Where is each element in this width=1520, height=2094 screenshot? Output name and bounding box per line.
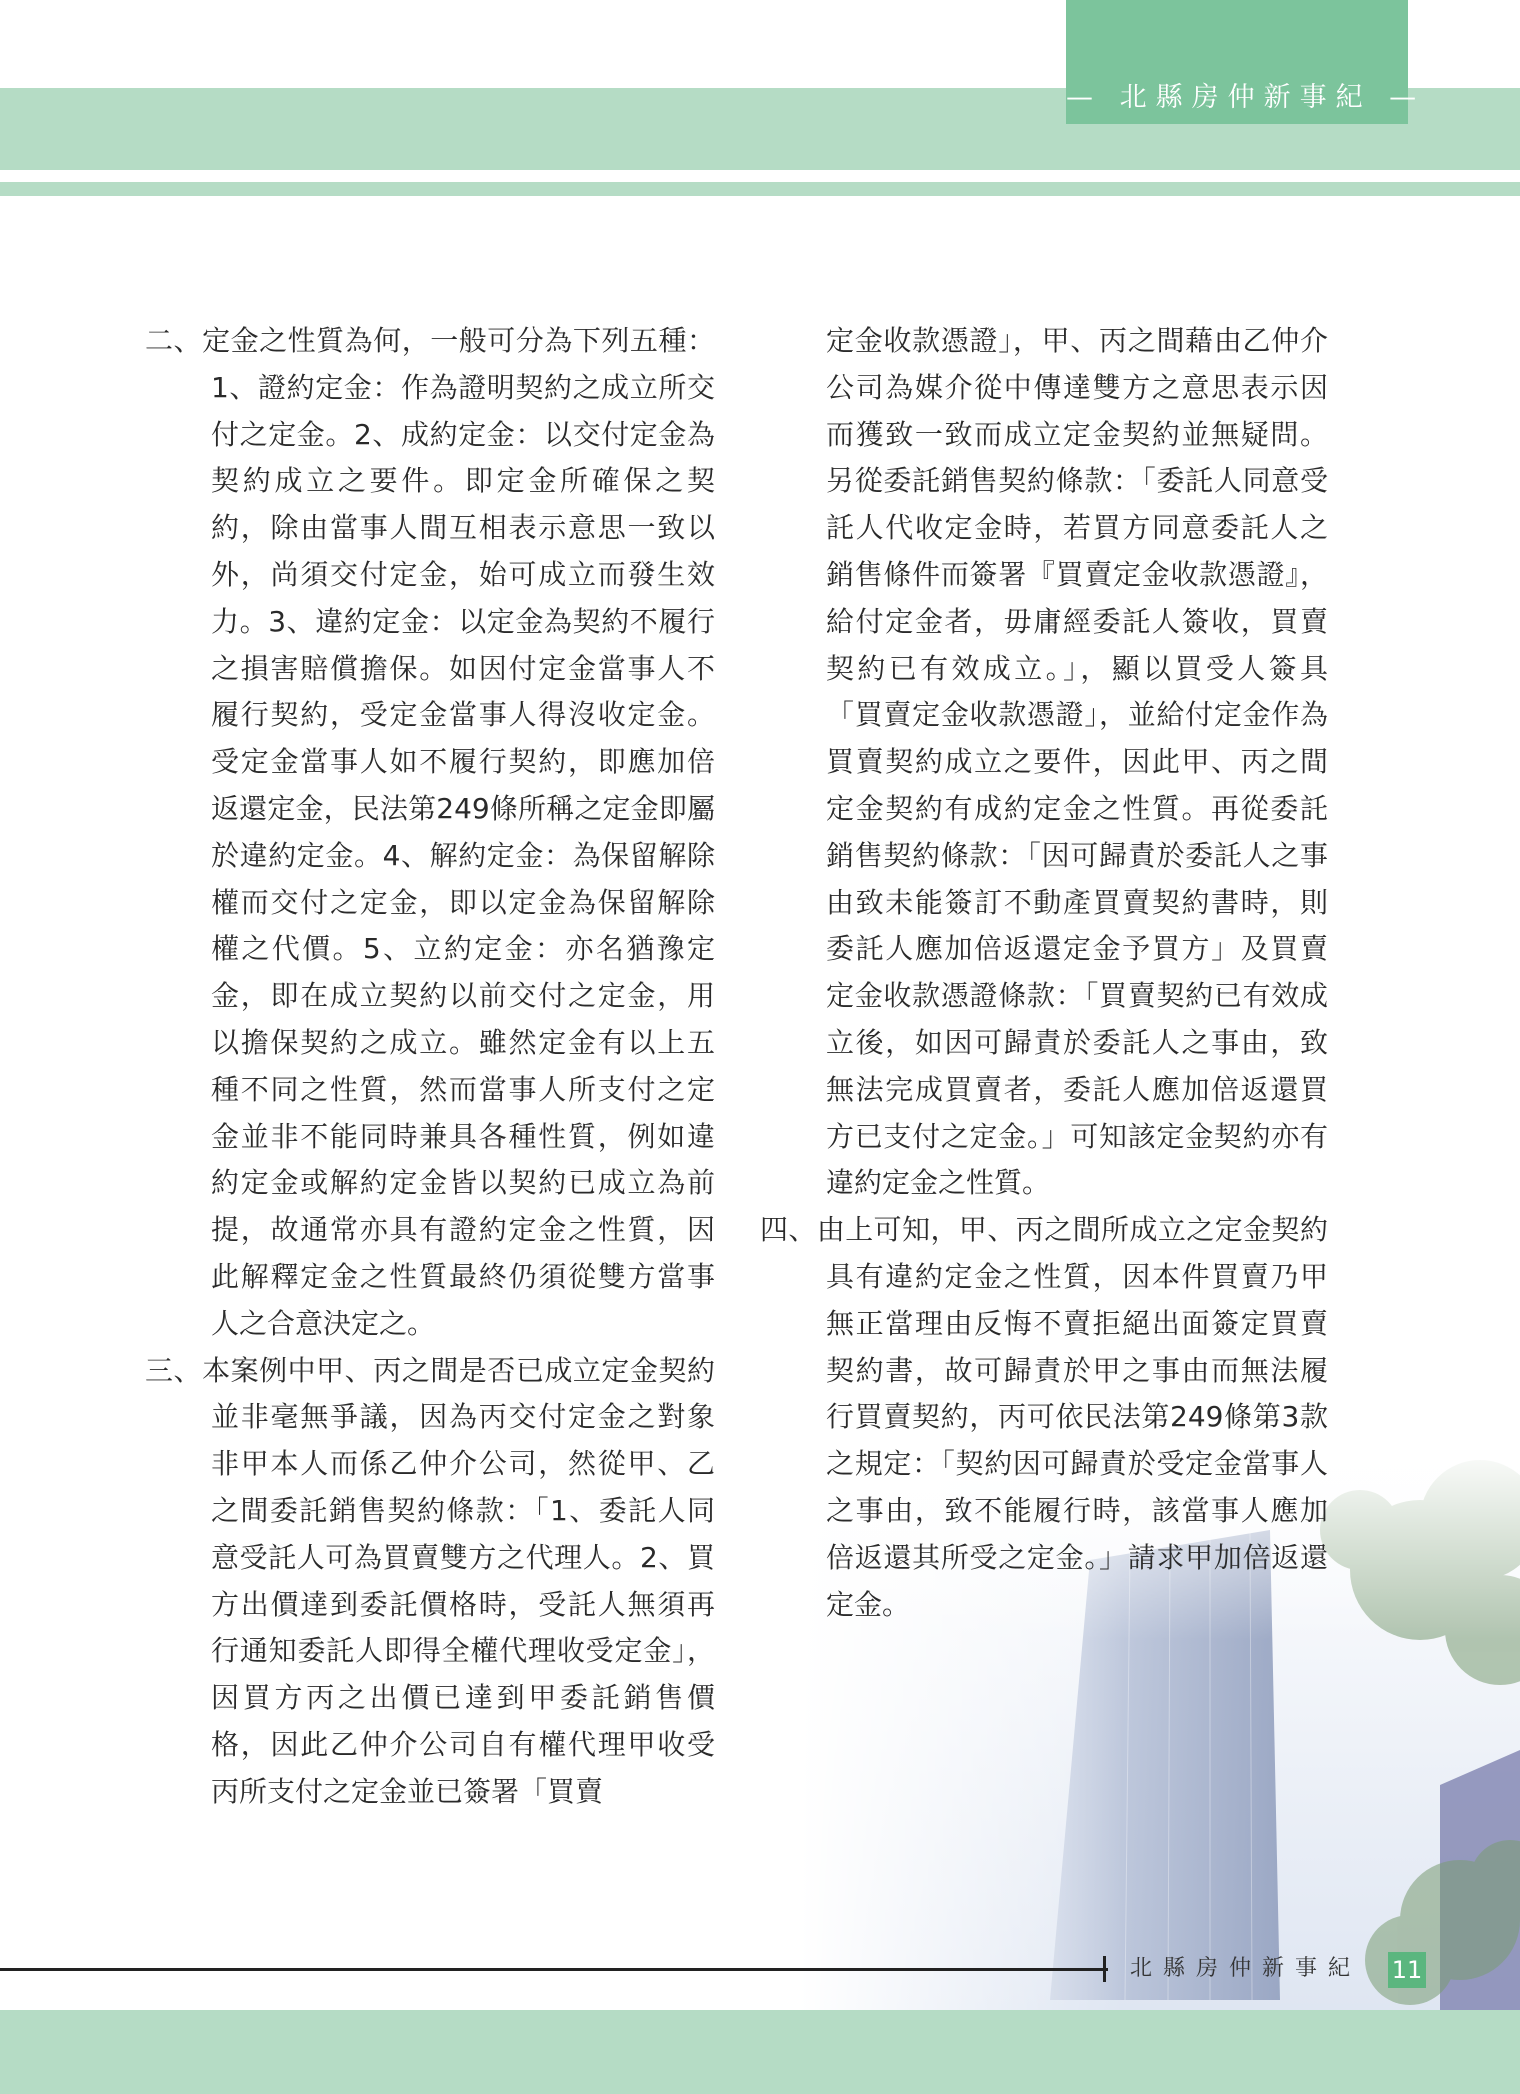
section-4 — [760, 1207, 1328, 1628]
text-line: 當事人不履行契約，受定金當事人得沒 — [211, 651, 715, 732]
section-3-continued — [760, 318, 1328, 1207]
section-4-label: 四、 — [760, 1213, 817, 1247]
text-line: 定金收款憑證」，甲、丙之間藉由乙仲 — [826, 324, 1300, 357]
text-line: 介公司為媒介從中傳達雙方之意思表示 — [826, 324, 1328, 404]
text-line: 委託人應加倍返還買方已支付之定 — [826, 1072, 1328, 1153]
text-line: 立所交付之定金。2、成約定金：以交 — [211, 370, 715, 451]
text-line: 定金之性質為何，一般可分為下列五 — [202, 324, 659, 357]
text-line: 付定金為契約成立之要件。即定金所確 — [211, 417, 715, 498]
footer-publication-title: 北縣房仲新事紀 — [1130, 1956, 1362, 1981]
page-number: 11 — [1388, 1952, 1426, 1988]
text-line: 種：1、證約定金：作為證明契約之成 — [211, 324, 715, 404]
text-line: 即應加倍返還定金，民法第249條所稱 — [211, 745, 715, 825]
text-line: 無須再行通知委託人即得全權代理收受 — [211, 1587, 715, 1668]
text-line: 質。再從委託銷售契約條款：「因可歸 — [826, 791, 1328, 872]
text-line: 甲無正當理由反悔不賣拒絕出面簽定買 — [826, 1259, 1328, 1340]
text-line: 憑證』，給付定金者，毋庸經委託人簽 — [826, 557, 1328, 638]
text-line: 仍須從雙方當事人之合意決定之。 — [211, 1259, 715, 1340]
section-2 — [145, 318, 715, 1348]
text-line: 定金為保留解除權之代價。5、立約定 — [211, 885, 715, 966]
section-3-label: 三、 — [145, 1353, 203, 1387]
text-line: 託人之銷售條件而簽署『買賣定金收款 — [826, 511, 1328, 591]
text-line: 定金之性質，因此解釋定金之性質最終 — [211, 1213, 715, 1293]
text-line: 約不履行之損害賠償擔保。如因付定金 — [211, 604, 715, 685]
text-line: 人同意受託人可為買賣雙方之代理人。 — [211, 1493, 715, 1574]
text-line: 履行買賣契約，丙可依民法第249條第 — [826, 1353, 1328, 1434]
text-line: 種性質，例如違約定金或解約定金皆以 — [211, 1119, 715, 1200]
text-line: 責於委託人之事由致未能簽訂不動產買 — [826, 838, 1328, 919]
text-line: 2、買方出價達到委託價格時，受託人 — [211, 1540, 715, 1621]
text-line: 付定金作為買賣契約成立之要件，因此 — [826, 698, 1328, 779]
text-line: 賣契約書時，則委託人應加倍返還定金 — [826, 885, 1328, 966]
text-line: 由上可知，甲、丙之間所成立之定金契 — [816, 1213, 1300, 1247]
text-line: 金：為保留解除權而交付之定金，即以 — [211, 838, 715, 919]
text-line: 因而獲致一致而成立定金契約並無疑 — [826, 370, 1328, 451]
text-line: 一致以外，尚須交付定金，始可成立而 — [211, 511, 715, 591]
text-line: 收定金。受定金當事人如不履行契約， — [211, 698, 715, 779]
text-line: 保之契約，除由當事人間互相表示意思 — [211, 464, 715, 545]
text-line: 定金」，因買方丙之出價已達到甲委託 — [211, 1634, 715, 1715]
text-line: 3款之規定：「契約因可歸責於受定金 — [826, 1400, 1328, 1481]
footer-band — [0, 2010, 1520, 2094]
text-line: 加倍返還定金。 — [826, 1540, 1328, 1621]
text-line: 問。另從委託銷售契約條款：「委託人 — [826, 417, 1328, 498]
text-line: 交付之定金，用以擔保契約之成立。雖 — [211, 979, 715, 1059]
text-line: 於委託人之事由，致無法完成買賣者， — [826, 1025, 1328, 1106]
text-line: 性質。 — [966, 1166, 1051, 1200]
header-stripe — [0, 182, 1520, 196]
text-line: 甲、丙之間定金契約有成約定金之性 — [826, 745, 1328, 825]
text-line: 然定金有以上五種不同之性質，然而當 — [211, 1025, 715, 1106]
section-3 — [145, 1348, 715, 1816]
text-line: 金：亦名猶豫定金，即在成立契約以前 — [211, 932, 715, 1013]
text-line: 同意受託人代收定金時，若買方同意委 — [826, 464, 1328, 545]
text-line: 人應加倍返還其所受之定金。」請求甲 — [826, 1493, 1328, 1574]
text-line: 約具有違約定金之性質，因本件買賣乃 — [826, 1213, 1328, 1293]
text-line: 甲收受丙所支付之定金並已簽署「買賣 — [211, 1727, 715, 1808]
publication-title: — 北縣房仲新事紀 — — [1066, 82, 1426, 113]
left-column — [145, 318, 715, 1816]
text-line: 事人所支付之定金並非不能同時兼具各 — [211, 1072, 715, 1153]
text-line: 契約已成立為前提，故通常亦具有證約 — [211, 1166, 715, 1247]
text-line: 乙之間委託銷售契約條款：「1、委託 — [211, 1447, 715, 1527]
section-2-label: 二、 — [145, 324, 203, 357]
text-line: 銷售價格，因此乙仲介公司自有權代理 — [211, 1681, 715, 1761]
text-line: 予買方」及買賣定金收款憑證條款： — [826, 932, 1328, 1013]
text-line: 發生效力。3、違約定金：以定金為契 — [211, 557, 715, 638]
text-line: 金。」可知該定金契約亦有違約定金之 — [826, 1119, 1328, 1200]
text-line: 象非甲本人而係乙仲介公司，然從甲、 — [211, 1400, 715, 1481]
text-line: 賣契約書，故可歸責於甲之事由而無法 — [826, 1306, 1328, 1387]
text-line: 受人簽具「買賣定金收款憑證」，並給 — [826, 651, 1328, 732]
text-line: 之定金即屬於違約定金。4、解約定 — [211, 791, 715, 872]
right-column — [760, 318, 1328, 1628]
footer-rule — [0, 1968, 1108, 1971]
text-line: 當事人之事由，致不能履行時，該當事 — [826, 1447, 1328, 1527]
text-line: 本案例中甲、丙之間是否已成立定金契 — [202, 1353, 687, 1387]
text-line: 「買賣契約已有效成立後，如因可歸責 — [826, 979, 1328, 1059]
text-line: 約並非毫無爭議，因為丙交付定金之對 — [211, 1353, 715, 1434]
text-line: 收，買賣契約已有效成立。」，顯以買 — [826, 604, 1328, 685]
footer-rule-tick — [1103, 1956, 1106, 1982]
